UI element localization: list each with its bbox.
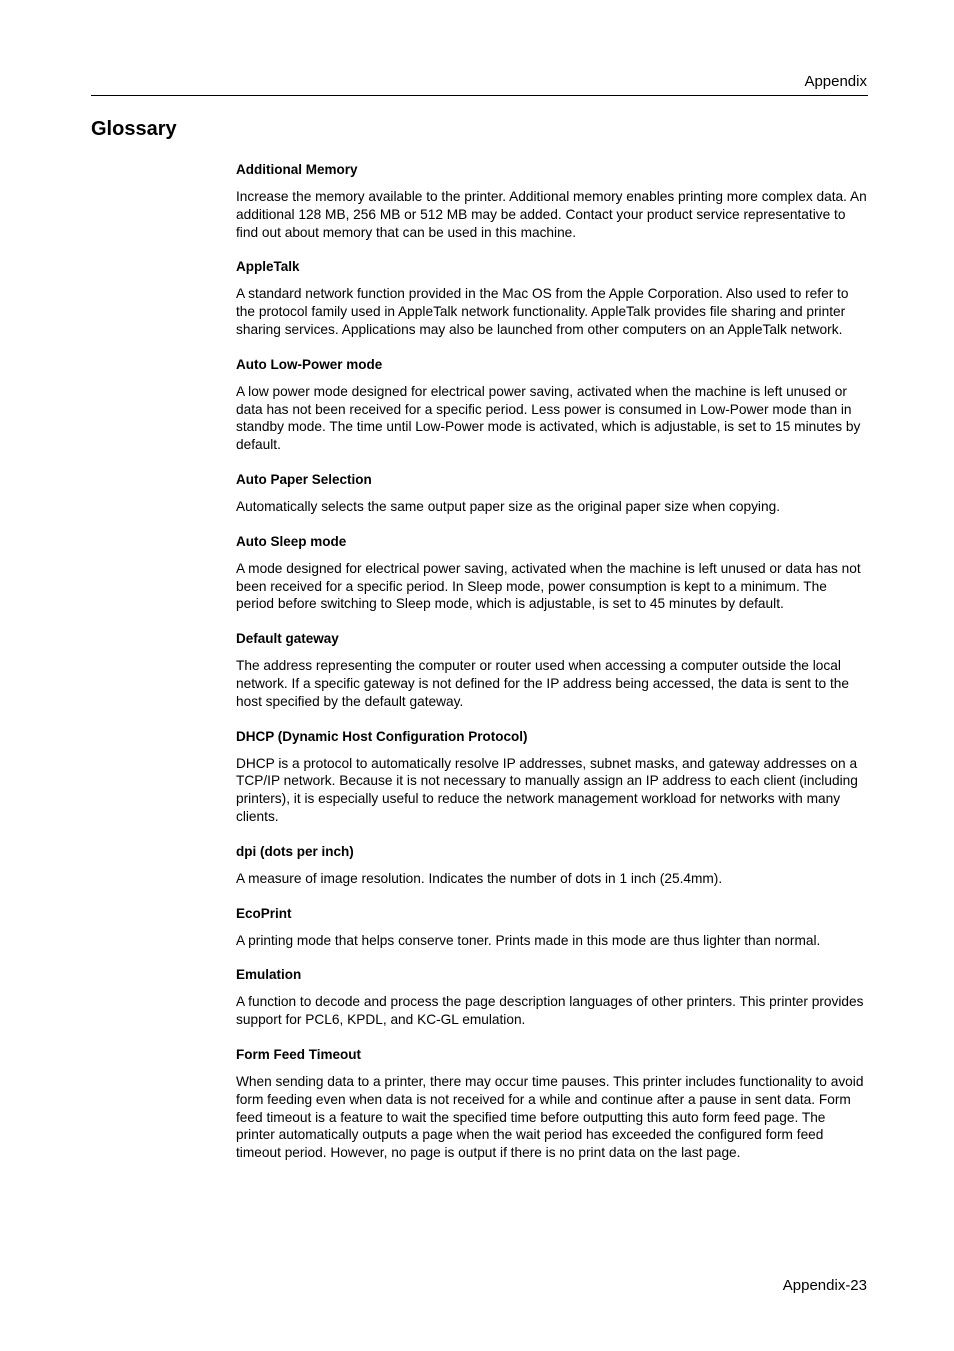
entry-definition: DHCP is a protocol to automatically resolve IP addresses, subnet masks, and gateway addresses on a TCP/IP network. Because it is not necessary to manually assign an IP address to each client (including printers), it is especially useful to reduce the network management workload for networks with many clients.: [236, 755, 858, 824]
glossary-list: [236, 161, 868, 1179]
entry-term: Emulation: [236, 967, 302, 983]
entry-term: Form Feed Timeout: [236, 1046, 362, 1062]
entry-term: Default gateway: [236, 631, 339, 647]
entry-term: Auto Paper Selection: [236, 471, 372, 487]
glossary-entry-additional-memory: [236, 161, 868, 241]
glossary-entry-auto-low-power-mode: [236, 356, 868, 454]
entry-definition: Automatically selects the same output paper size as the original paper size when copying.: [236, 498, 780, 514]
glossary-entry-auto-sleep-mode: [236, 533, 868, 613]
glossary-entry-dpi: [236, 843, 868, 888]
entry-term: dpi (dots per inch): [236, 843, 354, 859]
glossary-entry-form-feed-timeout: [236, 1046, 868, 1162]
running-header: Appendix: [804, 73, 867, 90]
glossary-entry-default-gateway: [236, 630, 868, 710]
entry-definition: A mode designed for electrical power saving, activated when the machine is left unused or data has not been received for a specific period. In Sleep mode, power consumption is kept to a minimum. The period before switching to Sleep mode, which is adjustable, is set to 45 minutes by default.: [236, 560, 861, 612]
glossary-entry-ecoprint: [236, 905, 868, 950]
entry-definition: Increase the memory available to the printer. Additional memory enables printing more complex data. An additional 128 MB, 256 MB or 512 MB may be added. Contact your product service representative to find out about memory that can be used in this machine.: [236, 189, 867, 240]
entry-term: Additional Memory: [236, 162, 358, 177]
entry-definition: A low power mode designed for electrical power saving, activated when the machine is left unused or data has not been received for a specific period. Less power is consumed in Low-Power mode than in standby mode. The time until Low-Power mode is activated, which is adjustable, is set to 15 minutes by default.: [236, 383, 861, 453]
page-title: Glossary: [91, 118, 177, 140]
entry-term: DHCP (Dynamic Host Configuration Protocol): [236, 728, 528, 744]
entry-definition: When sending data to a printer, there may occur time pauses. This printer includes functionality to avoid form feeding even when data is not received for a while and continue after a pause in sent data. Form feed timeout is a feature to wait the specified time before outputting this auto form feed page. The printer automatically outputs a page when the wait period has exceeded the configured form feed timeout period. However, no page is output if there is no print data on the last page.: [236, 1073, 864, 1161]
entry-definition: A standard network function provided in the Mac OS from the Apple Corporation. Also used to refer to the protocol family used in AppleTalk network functionality. AppleTalk provides file sharing and printer sharing services. Applications may also be launched from other computers on an AppleTalk network.: [236, 286, 849, 337]
entry-term: EcoPrint: [236, 905, 292, 921]
entry-term: Auto Low-Power mode: [236, 356, 383, 372]
glossary-entry-appletalk: [236, 258, 868, 338]
entry-term: Auto Sleep mode: [236, 533, 347, 549]
header-rule: [91, 95, 868, 96]
page-number: Appendix-23: [782, 1277, 867, 1294]
entry-definition: A measure of image resolution. Indicates the number of dots in 1 inch (25.4mm).: [236, 870, 723, 886]
entry-definition: A printing mode that helps conserve toner. Prints made in this mode are thus lighter than normal.: [236, 932, 821, 948]
glossary-entry-dhcp: [236, 728, 868, 826]
entry-term: AppleTalk: [236, 259, 300, 275]
glossary-entry-auto-paper-selection: [236, 471, 868, 516]
entry-definition: A function to decode and process the page description languages of other printers. This printer provides support for PCL6, KPDL, and KC-GL emulation.: [236, 994, 864, 1028]
glossary-entry-emulation: [236, 966, 868, 1029]
entry-definition: The address representing the computer or router used when accessing a computer outside the local network. If a specific gateway is not defined for the IP address being accessed, the data is sent to the host specified by the default gateway.: [236, 658, 850, 709]
